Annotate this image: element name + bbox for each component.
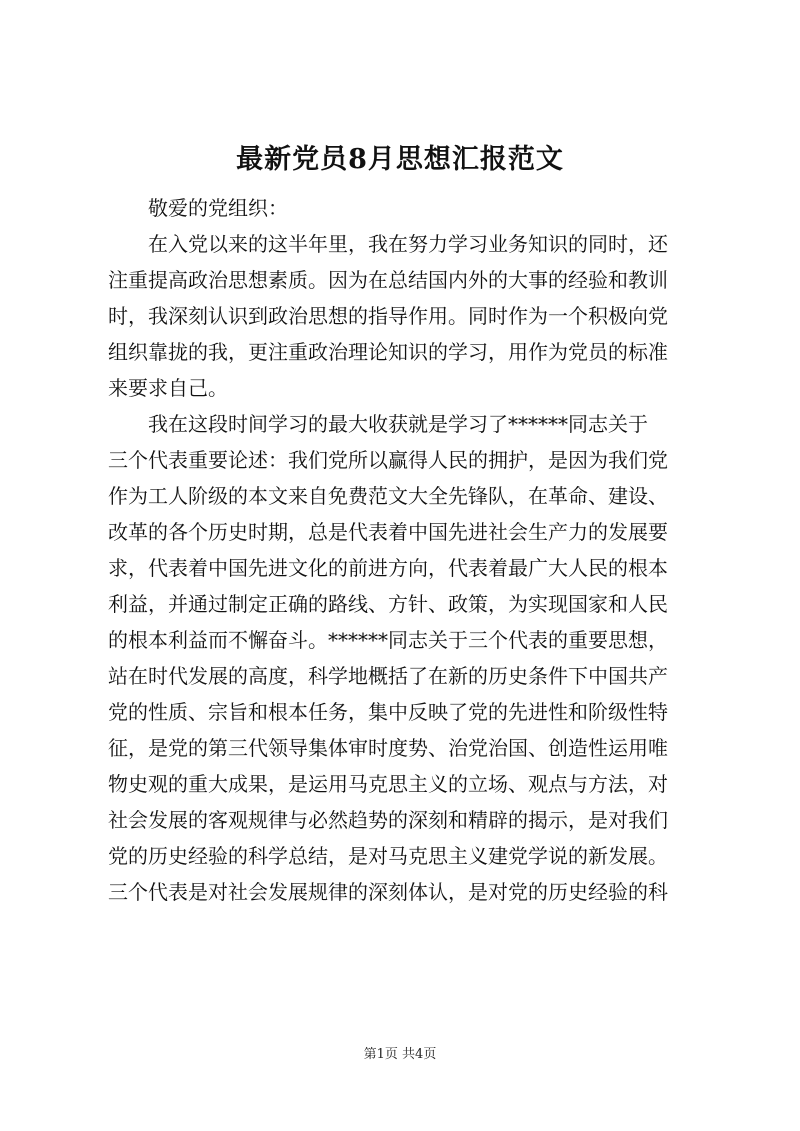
body-line: 来要求自己。	[108, 376, 228, 400]
body-line: 组织靠拢的我，更注重政治理论知识的学习，用作为党员的标准	[108, 340, 668, 364]
body-line: 站在时代发展的高度，科学地概括了在新的历史条件下中国共产	[108, 664, 668, 688]
body-line: 作为工人阶级的本文来自免费范文大全先锋队，在革命、建设、	[108, 484, 668, 508]
body-line: 改革的各个历史时期，总是代表着中国先进社会生产力的发展要	[108, 520, 668, 544]
body-line: 在入党以来的这半年里，我在努力学习业务知识的同时，还	[108, 232, 668, 256]
body-line: 三个代表重要论述：我们党所以赢得人民的拥护，是因为我们党	[108, 448, 668, 472]
body-line: 征，是党的第三代领导集体审时度势、治党治国、创造性运用唯	[108, 736, 668, 760]
body-line: 利益，并通过制定正确的路线、方针、政策，为实现国家和人民	[108, 592, 668, 616]
body-line: 三个代表是对社会发展规律的深刻体认，是对党的历史经验的科	[108, 880, 668, 904]
body-line: 物史观的重大成果，是运用马克思主义的立场、观点与方法，对	[108, 772, 668, 796]
body-line: 注重提高政治思想素质。因为在总结国内外的大事的经验和教训	[108, 268, 668, 292]
page-number: 第1页 共4页	[363, 1047, 437, 1062]
body-line: 求，代表着中国先进文化的前进方向，代表着最广大人民的根本	[108, 556, 668, 580]
body-line: 时，我深刻认识到政治思想的指导作用。同时作为一个积极向党	[108, 304, 668, 328]
body-line: 党的性质、宗旨和根本任务，集中反映了党的先进性和阶级性特	[108, 700, 668, 724]
body-line: 的根本利益而不懈奋斗。******同志关于三个代表的重要思想，	[108, 628, 668, 652]
body-line: 我在这段时间学习的最大收获就是学习了******同志关于	[108, 412, 648, 436]
document-body	[108, 190, 708, 910]
body-line: 党的历史经验的科学总结，是对马克思主义建党学说的新发展。	[108, 844, 668, 868]
body-line: 敬爱的党组织：	[108, 196, 288, 220]
document-title: 最新党员8月思想汇报范文	[236, 144, 564, 175]
body-line: 社会发展的客观规律与必然趋势的深刻和精辟的揭示，是对我们	[108, 808, 668, 832]
